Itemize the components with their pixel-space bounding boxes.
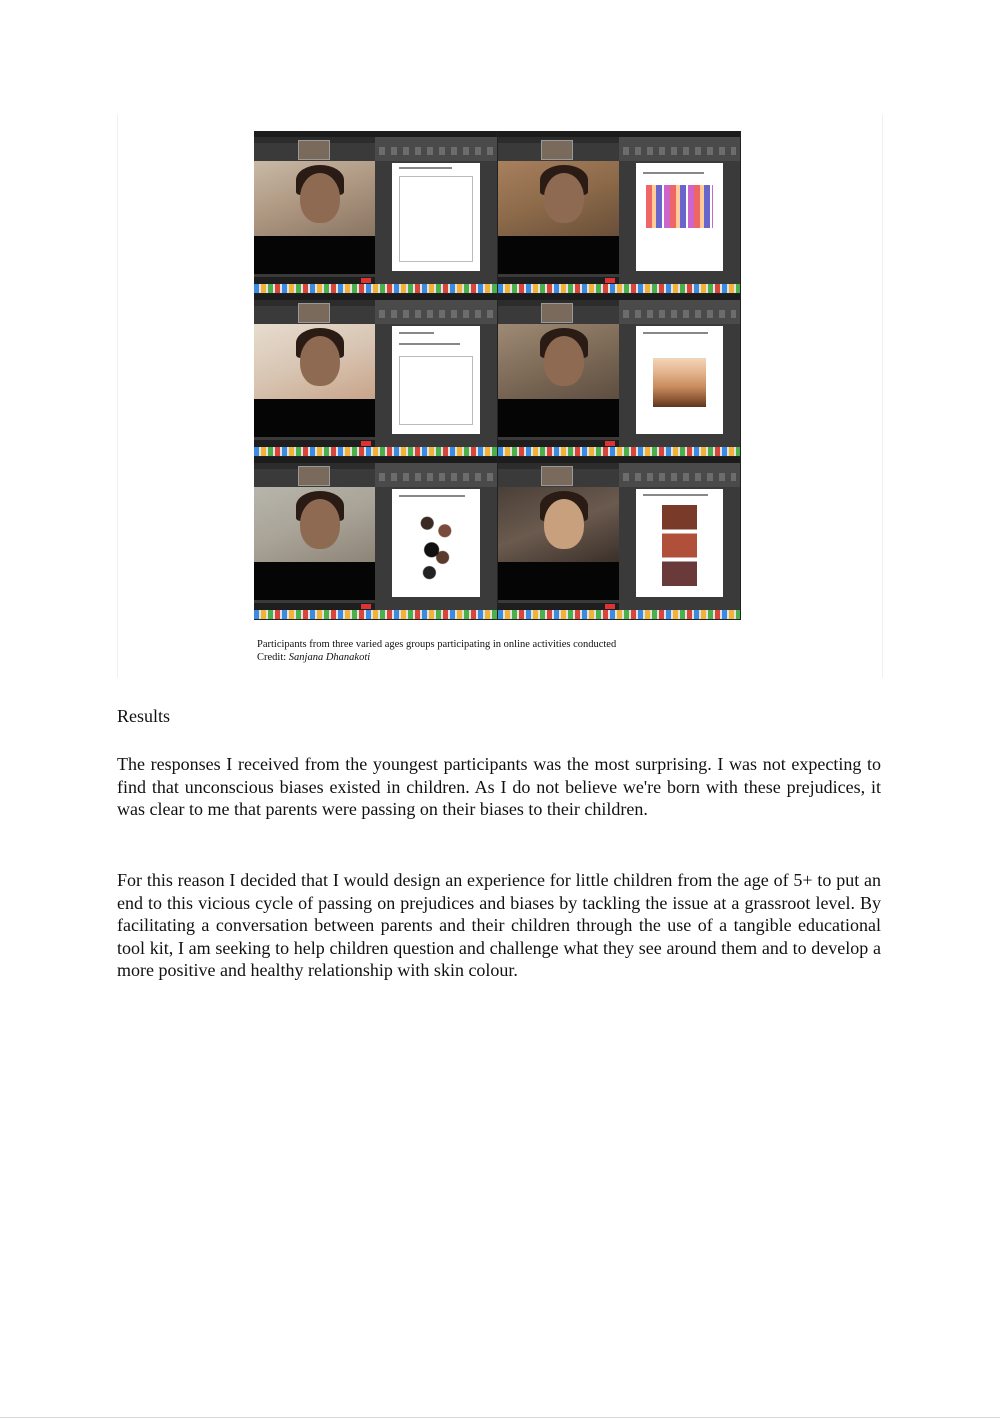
results-paragraph-2: For this reason I decided that I would design an experience for little children from the age of 5+ to put an end to this vicious cycle of passing on prejudices and biases by tackling the issue at a grassroot level. By facilitating a conversation between parents and their children through the use of a tangible educational tool kit, I am seeking to help children question and challenge what they see around them and to develop a more positive and healthy relationship with skin colour. [117, 870, 881, 980]
screenshot-2 [498, 131, 742, 294]
participant-screenshots-collage [254, 131, 741, 620]
caption-credit [257, 651, 817, 664]
screenshot-1 [254, 131, 498, 294]
credit-name: Sanjana Dhanakoti [288, 652, 371, 663]
results-paragraph-1: The responses I received from the youngest participants was the most surprising. I was not expecting to find that unconscious biases existed in children. As I do not believe we're born with these prejudices, it was clear to me that parents were passing on their biases to their children. [117, 754, 881, 819]
caption-text: Participants from three varied ages groups participating in online activities conducted [257, 639, 617, 650]
credit-label: Credit: [257, 652, 287, 663]
screenshot-4 [498, 294, 742, 457]
screenshot-6 [498, 457, 742, 620]
screenshot-3 [254, 294, 498, 457]
screenshot-5 [254, 457, 498, 620]
figure-caption [257, 638, 817, 664]
page-bottom-divider [0, 1417, 1000, 1418]
results-heading: Results [117, 706, 171, 726]
